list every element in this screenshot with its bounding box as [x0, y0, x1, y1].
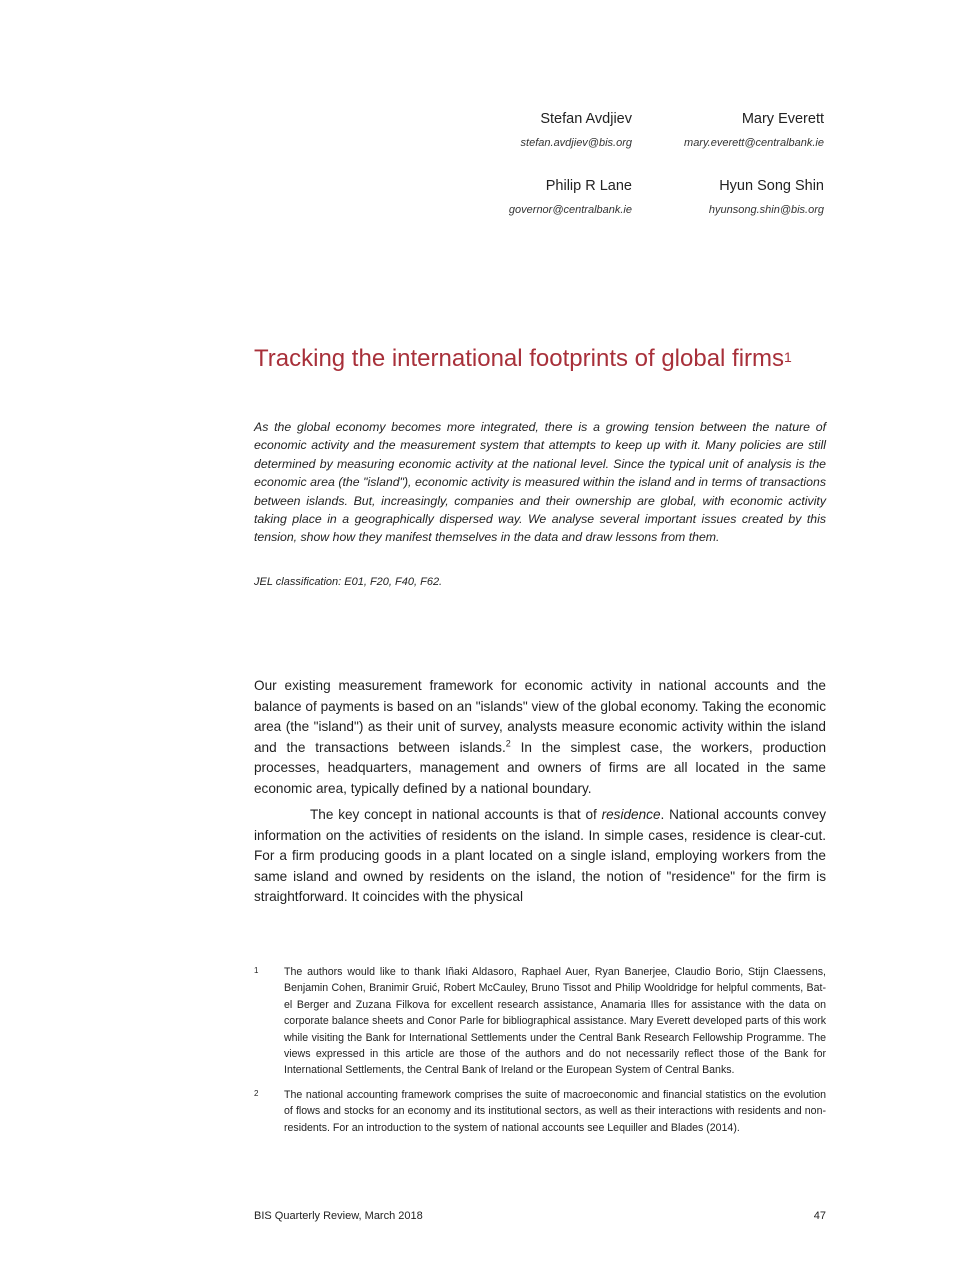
footnote-text: The national accounting framework comprises the suite of macroeconomic and financial statistics on the evolution of flows and stocks for an economy and its institutional sectors, as well as their interactions with residents and non-residents. For an introduction to the system of national accounts see Lequiller and Blades (2014).: [284, 1088, 826, 1134]
footnote-ref[interactable]: 2: [505, 737, 511, 748]
body-paragraph: [254, 676, 826, 799]
footnote: [254, 1087, 826, 1136]
emphasis-residence: residence: [601, 807, 661, 822]
footnote-text: The authors would like to thank Iñaki Aldasoro, Raphael Auer, Ryan Banerjee, Claudio Borio, Stijn Claessens, Benjamin Cohen, Branimir Gruić, Robert McCauley, Bruno Tissot and Philip Wooldridge for helpful comments, Bat-el Berger and Zuzana Filkova for excellent research assistance, Anamaria Illes for assistance with the data on corporate balance sheets and Conor Parle for bibliographical assistance. Mary Everett developed parts of this work while visiting the Bank for International Settlements under the Central Bank Research Fellowship Programme. The views expressed in this article are those of the authors and do not necessarily reflect those of the Bank for International Settlements, the Central Bank of Ireland or the European System of Central Banks.: [284, 966, 826, 1077]
publication-name: BIS Quarterly Review, March 2018: [254, 1210, 423, 1222]
author-name: Hyun Song Shin: [719, 178, 824, 194]
title-footnote-ref[interactable]: 1: [784, 349, 792, 365]
body-text: . National accounts convey information on the activities of residents on the island. In simple cases, residence is clear-cut. For a firm producing goods in a plant located on a single island, employing workers from the same island and owned by residents on the island, the notion of "residence" for the firm is straightforward. It coincides with the physical: [254, 807, 826, 904]
author-block: [440, 108, 824, 223]
author-email[interactable]: hyunsong.shin@bis.org: [708, 204, 824, 216]
author-email[interactable]: governor@centralbank.ie: [508, 204, 632, 216]
footnote-number: 2: [254, 1088, 259, 1098]
body-text: In the simplest case, the workers, production processes, headquarters, management and owners of firms are all located in the same economic area, typically defined by a national boundary.: [254, 739, 827, 796]
article-body: [254, 676, 826, 908]
author: [440, 108, 632, 156]
abstract: As the global economy becomes more integrated, there is a growing tension between the nature of economic activity and the measurement system that attempts to keep up with it. Many policies are still determined by measuring economic activity at the national level. Since the typical unit of analysis is the economic area (the "island"), economic activity is measured within the island and in terms of transactions between islands. But, increasingly, companies and their ownership are global, with economic activity taking place in a geographically dispersed way. We analyse several important issues created by this tension, show how they manifest themselves in the data and draw lessons from them.: [254, 420, 826, 545]
footnote-number: 1: [254, 966, 259, 975]
footnote: [254, 964, 826, 1079]
author-row: [440, 175, 824, 223]
author: [440, 175, 632, 223]
jel-classification: JEL classification: E01, F20, F40, F62.: [254, 576, 443, 588]
body-text: Our existing measurement framework for economic activity in national accounts and the balance of payments is based on an "islands" view of the global economy. Taking the economic area (the "island") as their unit of survey, analysts measure economic activity within the island and the transactions between islands.: [254, 678, 826, 755]
body-text: The key concept in national accounts is that of: [310, 807, 602, 822]
author: [632, 175, 824, 223]
article-title-text: Tracking the international footprints of global firms: [254, 345, 785, 372]
author-email[interactable]: stefan.avdjiev@bis.org: [520, 137, 632, 149]
author-row: [440, 108, 824, 156]
page-number: 47: [813, 1210, 826, 1222]
body-paragraph: [254, 805, 826, 908]
author-email[interactable]: mary.everett@centralbank.ie: [684, 137, 824, 149]
author: [632, 108, 824, 156]
author-name: Stefan Avdjiev: [540, 111, 632, 127]
page-footer: [254, 1210, 826, 1222]
author-name: Mary Everett: [741, 111, 824, 127]
footnotes: [254, 964, 826, 1136]
author-name: Philip R Lane: [545, 178, 632, 194]
article-title: [254, 342, 854, 376]
